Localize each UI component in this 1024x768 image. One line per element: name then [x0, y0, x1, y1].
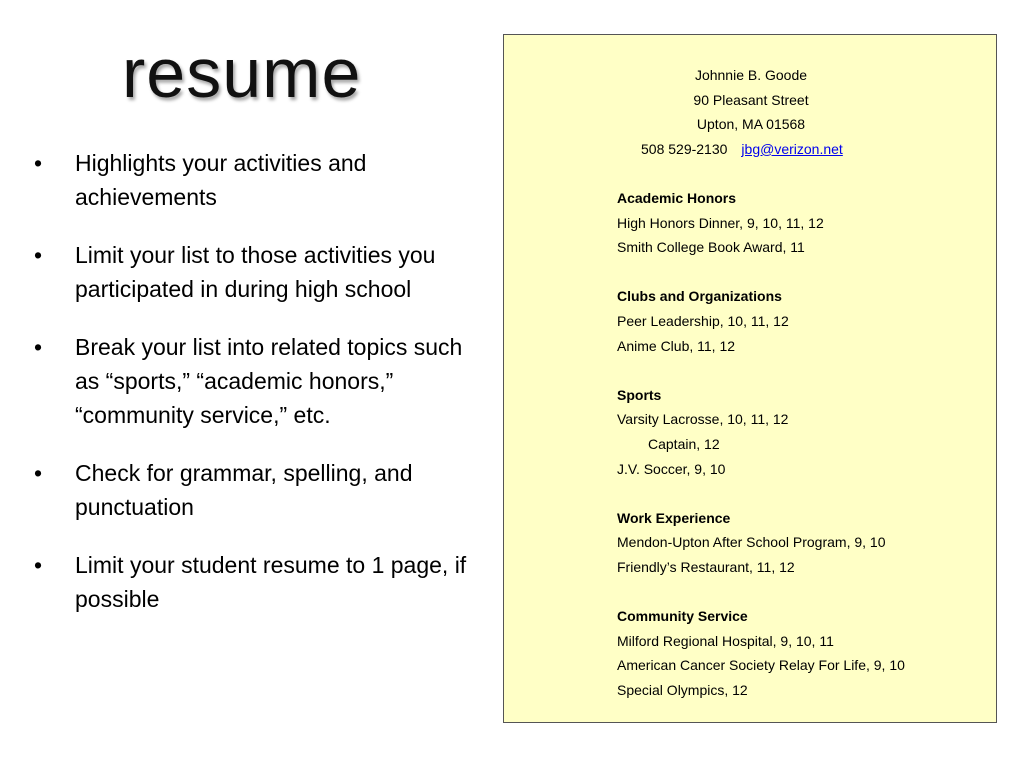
resume-city: Upton, MA 01568 [696, 116, 806, 133]
resume-section [617, 186, 987, 260]
slide-title: resume [122, 34, 362, 112]
resume-section [617, 284, 987, 358]
bullet-text: Limit your student resume to 1 page, if possible [75, 552, 467, 612]
resume-entry: Milford Regional Hospital, 9, 10, 11 [617, 632, 834, 649]
bullet-dot-icon: • [34, 552, 43, 578]
bullet-dot-icon: • [34, 242, 43, 268]
resume-section-heading: Community Service [617, 608, 748, 625]
resume-section-heading: Work Experience [617, 509, 731, 526]
resume-entry: Special Olympics, 12 [617, 681, 748, 698]
resume-section-heading: Clubs and Organizations [617, 288, 782, 305]
resume-entry: American Cancer Society Relay For Life, 9, 10 [617, 657, 905, 674]
bullet-text: Break your list into related topics such as “sports,” “academic honors,” “community service,” etc. [75, 334, 463, 428]
resume-section [617, 604, 987, 702]
bullet-text: Check for grammar, spelling, and punctuation [75, 460, 413, 520]
bullet-dot-icon: • [34, 334, 43, 360]
bullet-text: Highlights your activities and achievements [75, 150, 367, 210]
bullet-item [30, 548, 470, 616]
bullet-dot-icon: • [34, 150, 43, 176]
bullet-item [30, 238, 470, 306]
bullet-item [30, 456, 470, 524]
resume-entry: Mendon-Upton After School Program, 9, 10 [617, 534, 886, 551]
bullet-list [30, 146, 470, 640]
resume-sections [617, 186, 987, 727]
resume-entry: Anime Club, 11, 12 [617, 337, 736, 354]
resume-entry: High Honors Dinner, 9, 10, 11, 12 [617, 214, 824, 231]
resume-phone: 508 529-2130 [641, 140, 728, 157]
resume-section [617, 383, 987, 481]
resume-section [617, 506, 987, 580]
resume-entry: Varsity Lacrosse, 10, 11, 12 [617, 411, 789, 428]
resume-entry: Peer Leadership, 10, 11, 12 [617, 312, 789, 329]
bullet-text: Limit your list to those activities you participated in during high school [75, 242, 436, 302]
bullet-item [30, 146, 470, 214]
resume-name: Johnnie B. Goode [694, 67, 808, 83]
sample-resume [503, 34, 997, 723]
resume-phone-email-line [504, 137, 998, 162]
resume-entry: Smith College Book Award, 11 [617, 239, 805, 256]
resume-section-heading: Sports [617, 386, 662, 403]
resume-email-link[interactable]: jbg@verizon.net [741, 140, 843, 157]
bullet-item [30, 330, 470, 432]
resume-street: 90 Pleasant Street [693, 91, 809, 108]
resume-entry: Captain, 12 [648, 435, 720, 452]
resume-entry: J.V. Soccer, 9, 10 [617, 460, 726, 477]
resume-section-heading: Academic Honors [617, 190, 737, 206]
resume-contact-block [504, 63, 998, 161]
bullet-dot-icon: • [34, 460, 43, 486]
resume-entry: Friendly’s Restaurant, 11, 12 [617, 558, 795, 575]
